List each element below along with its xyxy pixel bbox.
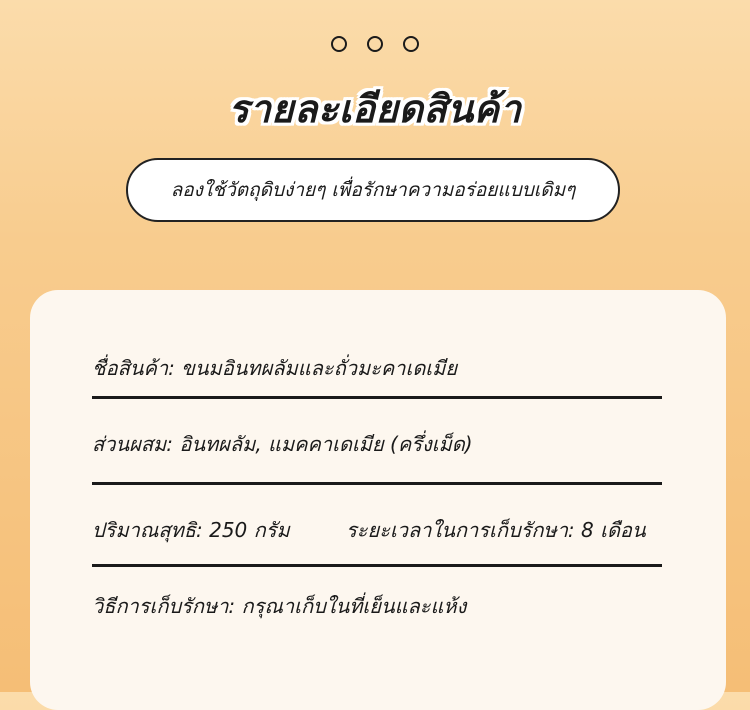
divider	[92, 396, 662, 399]
dot-icon	[331, 36, 347, 52]
subtitle-pill	[126, 158, 620, 222]
divider	[92, 564, 662, 567]
page-title: รายละเอียดสินค้า	[228, 87, 522, 131]
details-card	[30, 290, 726, 710]
subtitle-text: ลองใช้วัตถุดิบง่ายๆ เพื่อรักษาความอร่อยแบบเดิมๆ	[170, 179, 576, 201]
product-name: ชื่อสินค้า: ขนมอินทผลัมและถั่วมะคาเดเมีย	[92, 356, 458, 380]
ingredients: ส่วนผสม: อินทผลัม, แมคคาเดเมีย (ครึ่งเม็ด)	[92, 432, 473, 456]
storage-instructions: วิธีการเก็บรักษา: กรุณาเก็บในที่เย็นและแห้ง	[92, 594, 467, 618]
dot-icon	[403, 36, 419, 52]
shelf-life: ระยะเวลาในการเก็บรักษา: 8 เดือน	[346, 518, 646, 542]
dot-icon	[367, 36, 383, 52]
net-weight: ปริมาณสุทธิ: 250 กรัม	[92, 518, 290, 542]
decorative-dots	[0, 36, 750, 52]
divider	[92, 482, 662, 485]
